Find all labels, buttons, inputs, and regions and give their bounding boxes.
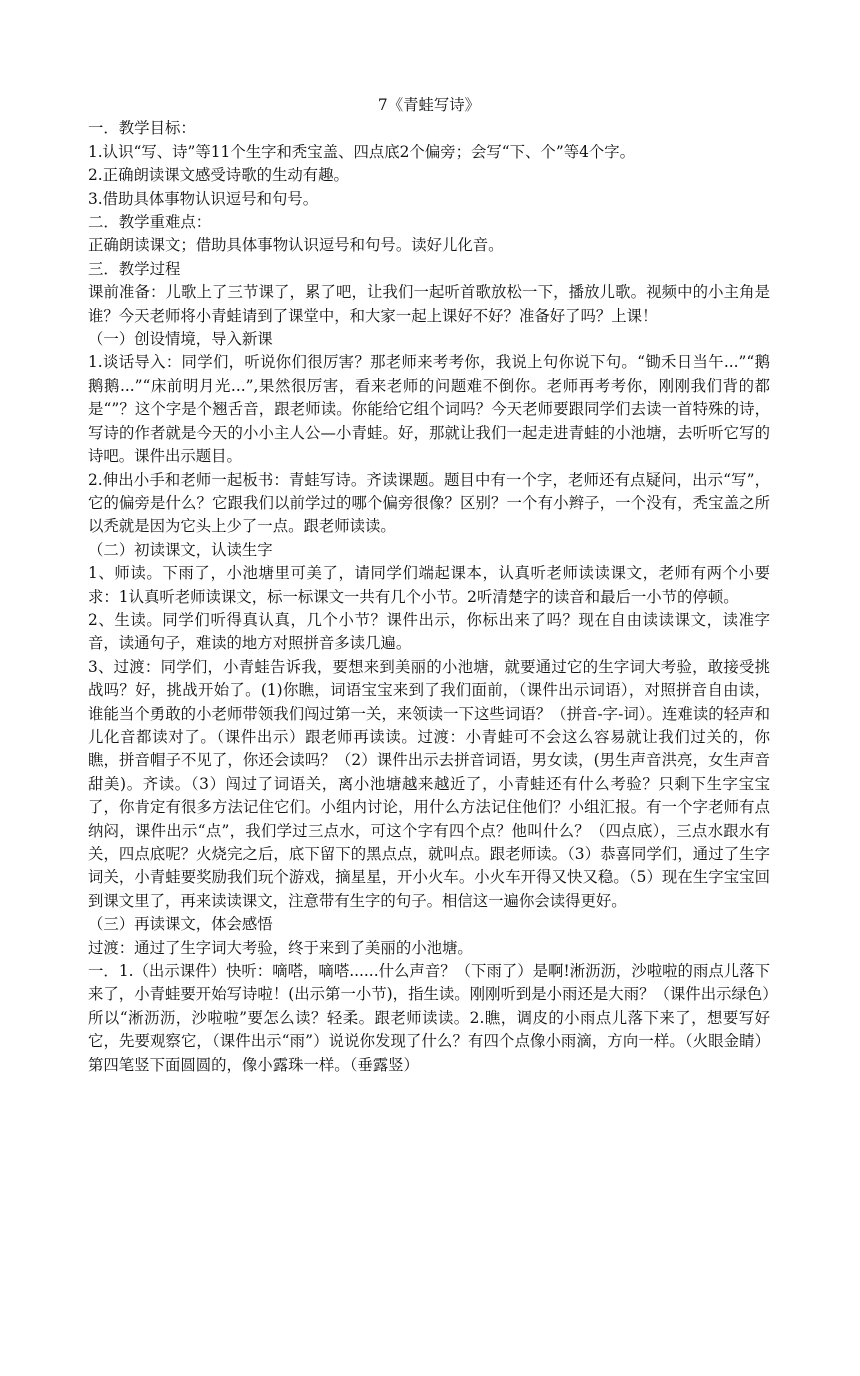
document-title: 7《青蛙写诗》 xyxy=(377,96,481,114)
body-paragraph: 1、师读。下雨了，小池塘里可美了，请同学们端起课本，认真听老师读读课文，老师有两个小要求：1认真听老师读课文，标一标课文一共有几个小节。2听清楚字的读音和最后一小节的停顿。 xyxy=(88,564,770,606)
subsection-heading-2: （二）初读课文，认读生字 xyxy=(88,540,273,559)
section-heading-objectives: 一．教学目标： xyxy=(88,119,196,138)
subsection-heading-3: （三）再读课文，体会感悟 xyxy=(88,915,273,934)
objective-item-2: 2.正确朗读课文感受诗歌的生动有趣。 xyxy=(88,166,349,185)
section-heading-process: 三．教学过程 xyxy=(88,259,181,278)
body-paragraph: 1.谈话导入：同学们，听说你们很厉害？那老师来考考你，我说上句你说下句。“锄禾日当午...”“鹅鹅鹅...”“床前明月光...”,果然很厉害，看来老师的问题难不倒你。老师再考考你，刚刚我们背的都是“”？这个字是个翘舌音，跟老师读。你能给它组个词吗？今天老师要跟同学们去读一首特殊的诗，写诗的作者就是今天的小小主人公—小青蛙。好，那就让我们一起走进青蛙的小池塘，去听听它写的诗吧。课件出示题目。 xyxy=(88,353,770,466)
body-paragraph: 2、生读。同学们听得真认真，几个小节？课件出示，你标出来了吗？现在自由读读课文，读准字音，读通句子，难读的地方对照拼音多读几遍。 xyxy=(88,610,770,653)
document-page xyxy=(88,94,770,1077)
objective-item-3: 3.借助具体事物认识逗号和句号。 xyxy=(88,189,319,208)
body-paragraph: 一．1.（出示课件）快听：嘀嗒，嘀嗒......什么声音？（下雨了）是啊!淅沥沥，沙啦啦的雨点儿落下来了，小青蛙要开始写诗啦！(出示第一小节)，指生读。刚刚听到是小雨还是大雨？（课件出示绿色）所以“淅沥沥，沙啦啦”要怎么读？轻柔。跟老师读读。2.瞧，调皮的小雨点儿落下来了，想要写好它，先要观察它，（课件出示“雨”）说说你发现了什么？有四个点像小雨滴，方向一样。（火眼金睛）第四笔竖下面圆圆的，像小露珠一样。（垂露竖） xyxy=(88,962,770,1074)
subsection-heading-1: （一）创设情境，导入新课 xyxy=(88,330,273,349)
key-points-text: 正确朗读课文；借助具体事物认识逗号和句号。读好儿化音。 xyxy=(88,236,504,255)
body-paragraph: 3、过渡：同学们，小青蛙告诉我，要想来到美丽的小池塘，就要通过它的生字词大考验，敢接受挑战吗？好，挑战开始了。(1)你瞧，词语宝宝来到了我们面前，（课件出示词语），对照拼音自由读，谁能当个勇敢的小老师带领我们闯过第一关，来领读一下这些词语？（拼音-字-词）。连难读的轻声和儿化音都读对了。（课件出示）跟老师再读读。过渡：小青蛙可不会这么容易就让我们过关的，你瞧，拼音帽子不见了，你还会读吗？（2）课件出示去拼音词语，男女读，(男生声音洪亮，女生声音甜美)。齐读。（3）闯过了词语关，离小池塘越来越近了，小青蛙还有什么考验？只剩下生字宝宝了，你肯定有很多方法记住它们。小组内讨论，用什么方法记住他们？小组汇报。有一个字老师有点纳闷，课件出示“点”，我们学过三点水，可这个字有四个点？他叫什么？（四点底），三点水跟水有关，四点底呢？火烧完之后，底下留下的黑点点，就叫点。跟老师读。（3）恭喜同学们，通过了生字词关，小青蛙要奖励我们玩个游戏，摘星星，开小火车。小火车开得又快又稳。（5）现在生字宝宝回到课文里了，再来读读课文，注意带有生字的句子。相信这一遍你会读得更好。 xyxy=(88,657,770,910)
section-heading-key-points: 二．教学重难点： xyxy=(88,213,212,232)
objective-item-1: 1.认识“写、诗”等11个生字和秃宝盖、四点底2个偏旁；会写“下、个”等4个字。 xyxy=(88,142,636,161)
body-paragraph: 2.伸出小手和老师一起板书：青蛙写诗。齐读课题。题目中有一个字，老师还有点疑问，出示“写”，它的偏旁是什么？它跟我们以前学过的哪个偏旁很像？区别？一个有小辫子，一个没有，秃宝盖之所以秃就是因为它头上少了一点。跟老师读读。 xyxy=(88,470,770,536)
body-paragraph: 过渡：通过了生字词大考验，终于来到了美丽的小池塘。 xyxy=(88,938,473,957)
preparation-paragraph: 课前准备：儿歌上了三节课了，累了吧，让我们一起听首歌放松一下，播放儿歌。视频中的小主角是谁？今天老师将小青蛙请到了课堂中，和大家一起上课好不好？准备好了吗？上课！ xyxy=(88,283,770,325)
